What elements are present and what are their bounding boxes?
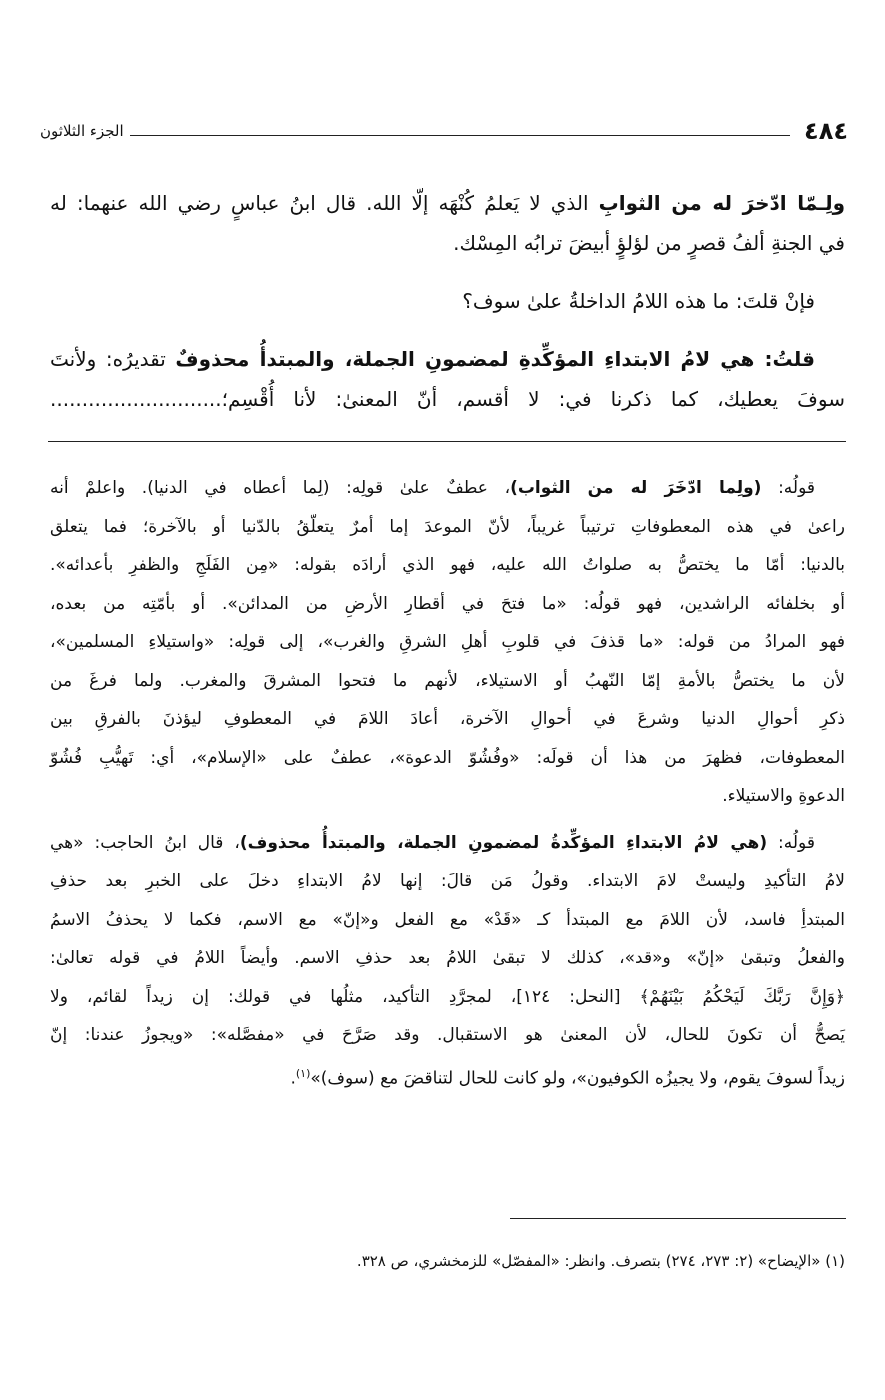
commentary-line [50, 508, 845, 547]
commentary-line [50, 662, 845, 701]
page-number: ٤٨٤ [804, 117, 848, 145]
commentary-line [50, 739, 845, 778]
text-segment: ، قال ابنُ الحاجب: «هي [50, 832, 240, 853]
text-segment: ، عطفٌ علىٰ قولِه: (لِما أعطاه في الدنيا). واعلمْ أنه [50, 478, 511, 498]
text-segment: يَصحُّ أن تكونَ للحال، لأن المعنىٰ هو الاستقبال. وقد صَرَّحَ في «مفصَّله»: «ويجوزُ عندنا: إنّ [50, 1025, 845, 1045]
text-segment: راعىٰ في هذه المعطوفاتِ ترتيباً غريباً، لأنّ الموعدَ إما أمرٌ يتعلّقُ بالدّنيا أو بالآخرة؛ فما يتعلق [50, 516, 845, 537]
commentary-text [50, 469, 845, 1093]
text-segment: الدعوةِ والاستيلاء. [722, 786, 845, 806]
commentary-line [50, 824, 845, 863]
main-line [50, 379, 845, 419]
text-segment: ﴿وَإِنَّ رَبَّكَ لَيَحْكُمُ بَيْنَهُمْ﴾ [النحل: ١٢٤]، لمجرَّدِ التأكيد، مثلُها في قولك: إن زيداً لقائم، ولا [50, 986, 846, 1007]
commentary-line [50, 1055, 845, 1094]
main-line [50, 339, 845, 379]
text-segment: سوفَ يعطيك، كما ذكرنا في: لا أقسم، أنّ المعنىٰ: لأنا أُقْسِم؛........................... [50, 387, 845, 411]
running-title: الجزء الثلاثون [40, 122, 124, 140]
commentary-line [50, 700, 845, 739]
commentary-line [50, 469, 845, 508]
commentary-line [50, 939, 845, 978]
footnote-divider [510, 1218, 846, 1219]
bold-text: (ولِما ادّخَرَ له من الثواب) [510, 478, 762, 498]
main-text-divider [48, 441, 846, 442]
commentary-line [50, 862, 845, 901]
text-segment: ذكرِ أحوالِ الدنيا وشرعَ في أحوالِ الآخرة، أعادَ اللامَ في المعطوفِ ليؤذنَ بالفرقِ بين [50, 709, 845, 729]
commentary-line [50, 546, 845, 585]
text-segment: لامُ التأكيدِ وليستْ لامَ الابتداء. وقولُ مَن قالَ: إنها لامُ الابتداءِ دخلَ على الخبرِ بعد حذفِ [50, 871, 845, 891]
footnote-ref: (١) [295, 1066, 311, 1080]
text-segment: تقديرُه: ولأنتَ [50, 347, 176, 371]
commentary-line [50, 777, 845, 816]
text-segment: في الجنةِ ألفُ قصرٍ من لؤلؤٍ أبيضَ ترابُه المِسْك. [453, 231, 845, 255]
main-line [50, 281, 845, 321]
text-segment: قولُه: [761, 478, 815, 498]
commentary-line [50, 585, 845, 624]
text-segment: المعطوفات، فظهرَ من هذا أن قولَه: «وفُشُوّ الدعوة»، عطفٌ على «الإسلام»، أي: تَهيُّبِ فُشُوّ [50, 747, 845, 768]
header-rule [130, 135, 790, 136]
text-segment: المبتدأِ فاسد، لأن اللامَ مع المبتدأ كـ «قَدْ» مع الفعل و«إنّ» مع الاسم، فكما لا يحذفُ الاسمُ [50, 909, 845, 930]
commentary-line [50, 1016, 845, 1055]
main-line [50, 183, 845, 223]
bold-text: ولِـمّا ادّخرَ له من الثوابِ [598, 191, 846, 215]
text-segment: لأن ما يختصُّ بالأمةِ إمّا النّهبُ أو الاستيلاء، لأنهم ما فتحوا المشرقَ والمغرب. ولما فرغَ من [50, 670, 845, 691]
text-segment: زيداً لسوفَ يقوم، ولا يجيزُه الكوفيون»، ولو كانت للحال لتناقضَ مع (سوف)» [310, 1068, 845, 1089]
text-segment: والفعلُ وتبقىٰ «إنّ» و«قد»، كذلك لا تبقىٰ اللامُ بعد حذفِ الاسم. وأيضاً اللامُ في قوله تعالىٰ: [50, 948, 845, 968]
bold-text: قلتُ: هي لامُ الابتداءِ المؤكِّدةِ لمضمونِ الجملة، والمبتدأُ محذوفٌ [175, 347, 815, 371]
text-segment: فإنْ قلتَ: ما هذه اللامُ الداخلةُ علىٰ سوف؟ [462, 289, 815, 313]
commentary-line [50, 978, 845, 1017]
footnote: (١) «الإيضاح» (٢: ٢٧٣، ٢٧٤) بتصرف. وانظر: «المفصّل» للزمخشري، ص ٣٢٨. [356, 1252, 845, 1270]
main-text [50, 183, 845, 419]
text-segment: بالدنيا: أمّا ما يختصُّ به صلواتُ الله عليه، فهو الذي أرادَه بقوله: «مِن الفَلَجِ والظفرِ بأعدائه». [50, 555, 845, 575]
text-segment: . [290, 1068, 296, 1089]
commentary-line [50, 901, 845, 940]
page-header [40, 116, 848, 146]
text-segment: أو بخلفائه الراشدين، فهو قولُه: «ما فتحَ في أقطارِ الأرضِ من المدائن». أو بأمّتِه من بعده، [50, 593, 845, 614]
text-segment: فهو المرادُ من قوله: «ما قذفَ في قلوبِ أهلِ الشرقِ والغرب»، إلى قولِه: «واستيلاءِ المسلمين»، [50, 632, 845, 652]
bold-text: (هي لامُ الابتداءِ المؤكِّدةُ لمضمونِ الجملة، والمبتدأُ محذوف) [239, 832, 768, 853]
text-segment: الذي لا يَعلمُ كُنْهَه إلّا الله. قال ابنُ عباسٍ رضي الله عنهما: له [50, 191, 599, 215]
text-segment: قولُه: [767, 832, 815, 853]
main-line [50, 223, 845, 263]
commentary-line [50, 623, 845, 662]
